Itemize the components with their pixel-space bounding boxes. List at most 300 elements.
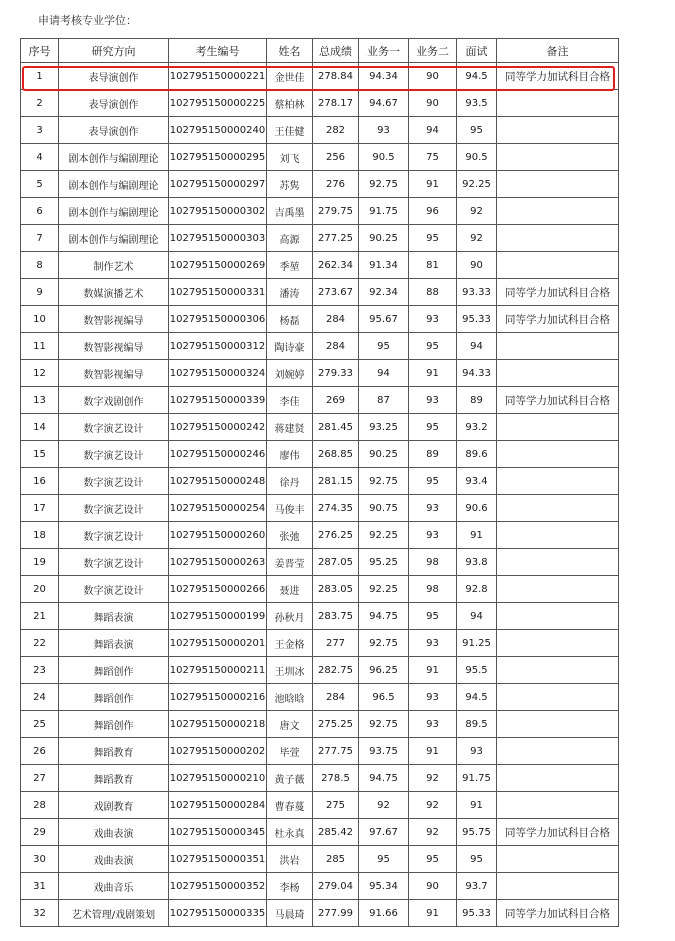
remarks-cell: 同等学力加试科目合格 bbox=[497, 279, 619, 306]
total-score-cell: 282 bbox=[313, 117, 359, 144]
total-score-cell: 276 bbox=[313, 171, 359, 198]
name-cell: 季堃 bbox=[267, 252, 313, 279]
subject-two-cell: 91 bbox=[409, 738, 457, 765]
interview-cell: 94.5 bbox=[457, 63, 497, 90]
direction-cell: 数字演艺设计 bbox=[59, 495, 169, 522]
seq-cell: 31 bbox=[21, 873, 59, 900]
subject-one-cell: 95 bbox=[359, 846, 409, 873]
table-row bbox=[21, 630, 619, 657]
remarks-cell bbox=[497, 360, 619, 387]
total-score-cell: 269 bbox=[313, 387, 359, 414]
remarks-cell bbox=[497, 873, 619, 900]
subject-two-cell: 93 bbox=[409, 711, 457, 738]
name-cell: 张弛 bbox=[267, 522, 313, 549]
remarks-cell bbox=[497, 792, 619, 819]
name-cell: 孙秋月 bbox=[267, 603, 313, 630]
direction-cell: 数字演艺设计 bbox=[59, 549, 169, 576]
exam-id-cell: 102795150000225 bbox=[169, 90, 267, 117]
subject-one-cell: 93.75 bbox=[359, 738, 409, 765]
name-cell: 杜永真 bbox=[267, 819, 313, 846]
remarks-cell bbox=[497, 333, 619, 360]
direction-cell: 舞蹈表演 bbox=[59, 603, 169, 630]
total-score-cell: 285.42 bbox=[313, 819, 359, 846]
subject-one-cell: 90.5 bbox=[359, 144, 409, 171]
seq-cell: 29 bbox=[21, 819, 59, 846]
subject-two-cell: 95 bbox=[409, 225, 457, 252]
subject-two-cell: 96 bbox=[409, 198, 457, 225]
remarks-cell bbox=[497, 117, 619, 144]
subject-two-cell: 90 bbox=[409, 63, 457, 90]
total-score-cell: 284 bbox=[313, 684, 359, 711]
remarks-cell: 同等学力加试科目合格 bbox=[497, 63, 619, 90]
total-score-cell: 275 bbox=[313, 792, 359, 819]
name-cell: 李佳 bbox=[267, 387, 313, 414]
remarks-cell bbox=[497, 252, 619, 279]
name-cell: 高源 bbox=[267, 225, 313, 252]
seq-cell: 8 bbox=[21, 252, 59, 279]
remarks-cell bbox=[497, 603, 619, 630]
subject-one-cell: 91.75 bbox=[359, 198, 409, 225]
subject-two-cell: 90 bbox=[409, 873, 457, 900]
seq-cell: 30 bbox=[21, 846, 59, 873]
name-cell: 黄子薇 bbox=[267, 765, 313, 792]
subject-two-cell: 95 bbox=[409, 468, 457, 495]
subject-one-cell: 94.67 bbox=[359, 90, 409, 117]
table-row bbox=[21, 279, 619, 306]
direction-cell: 表导演创作 bbox=[59, 117, 169, 144]
direction-cell: 数字演艺设计 bbox=[59, 522, 169, 549]
exam-id-cell: 102795150000312 bbox=[169, 333, 267, 360]
direction-cell: 剧本创作与编剧理论 bbox=[59, 144, 169, 171]
subject-two-cell: 92 bbox=[409, 792, 457, 819]
interview-cell: 92.8 bbox=[457, 576, 497, 603]
interview-cell: 95 bbox=[457, 846, 497, 873]
seq-cell: 22 bbox=[21, 630, 59, 657]
remarks-cell bbox=[497, 765, 619, 792]
table-row bbox=[21, 684, 619, 711]
remarks-cell bbox=[497, 144, 619, 171]
remarks-cell bbox=[497, 657, 619, 684]
exam-id-cell: 102795150000260 bbox=[169, 522, 267, 549]
total-score-cell: 283.05 bbox=[313, 576, 359, 603]
seq-cell: 14 bbox=[21, 414, 59, 441]
table-row bbox=[21, 387, 619, 414]
subject-one-cell: 92.75 bbox=[359, 171, 409, 198]
exam-id-cell: 102795150000254 bbox=[169, 495, 267, 522]
total-score-cell: 256 bbox=[313, 144, 359, 171]
total-score-cell: 277.99 bbox=[313, 900, 359, 927]
exam-id-cell: 102795150000306 bbox=[169, 306, 267, 333]
subject-two-cell: 93 bbox=[409, 684, 457, 711]
interview-cell: 92 bbox=[457, 198, 497, 225]
interview-cell: 95.33 bbox=[457, 900, 497, 927]
direction-cell: 数字演艺设计 bbox=[59, 414, 169, 441]
interview-cell: 94 bbox=[457, 603, 497, 630]
name-cell: 毕萱 bbox=[267, 738, 313, 765]
total-score-cell: 275.25 bbox=[313, 711, 359, 738]
name-cell: 王圳冰 bbox=[267, 657, 313, 684]
seq-cell: 11 bbox=[21, 333, 59, 360]
seq-cell: 4 bbox=[21, 144, 59, 171]
subject-two-cell: 93 bbox=[409, 387, 457, 414]
seq-cell: 3 bbox=[21, 117, 59, 144]
subject-two-cell: 95 bbox=[409, 414, 457, 441]
remarks-cell bbox=[497, 198, 619, 225]
subject-two-cell: 91 bbox=[409, 657, 457, 684]
table-row bbox=[21, 360, 619, 387]
name-cell: 唐文 bbox=[267, 711, 313, 738]
subject-one-cell: 92.25 bbox=[359, 522, 409, 549]
direction-cell: 数智影视编导 bbox=[59, 306, 169, 333]
subject-one-cell: 87 bbox=[359, 387, 409, 414]
seq-cell: 15 bbox=[21, 441, 59, 468]
exam-id-cell: 102795150000263 bbox=[169, 549, 267, 576]
column-header-total-score: 总成绩 bbox=[313, 39, 359, 63]
exam-id-cell: 102795150000352 bbox=[169, 873, 267, 900]
exam-id-cell: 102795150000269 bbox=[169, 252, 267, 279]
direction-cell: 数智影视编导 bbox=[59, 360, 169, 387]
name-cell: 聂进 bbox=[267, 576, 313, 603]
table-row bbox=[21, 117, 619, 144]
subject-two-cell: 93 bbox=[409, 306, 457, 333]
table-row bbox=[21, 765, 619, 792]
table-row bbox=[21, 522, 619, 549]
table-row bbox=[21, 333, 619, 360]
subject-two-cell: 89 bbox=[409, 441, 457, 468]
table-row bbox=[21, 495, 619, 522]
subject-two-cell: 91 bbox=[409, 900, 457, 927]
column-header-exam-id: 考生编号 bbox=[169, 39, 267, 63]
remarks-cell: 同等学力加试科目合格 bbox=[497, 819, 619, 846]
subject-one-cell: 93 bbox=[359, 117, 409, 144]
seq-cell: 32 bbox=[21, 900, 59, 927]
name-cell: 陶诗豪 bbox=[267, 333, 313, 360]
total-score-cell: 282.75 bbox=[313, 657, 359, 684]
exam-id-cell: 102795150000351 bbox=[169, 846, 267, 873]
seq-cell: 13 bbox=[21, 387, 59, 414]
seq-cell: 28 bbox=[21, 792, 59, 819]
name-cell: 洪岩 bbox=[267, 846, 313, 873]
seq-cell: 12 bbox=[21, 360, 59, 387]
table-row bbox=[21, 549, 619, 576]
direction-cell: 戏曲表演 bbox=[59, 819, 169, 846]
interview-cell: 91.25 bbox=[457, 630, 497, 657]
seq-cell: 17 bbox=[21, 495, 59, 522]
name-cell: 蔡柏林 bbox=[267, 90, 313, 117]
remarks-cell bbox=[497, 630, 619, 657]
exam-id-cell: 102795150000331 bbox=[169, 279, 267, 306]
remarks-cell bbox=[497, 738, 619, 765]
subject-one-cell: 94.75 bbox=[359, 765, 409, 792]
interview-cell: 89 bbox=[457, 387, 497, 414]
direction-cell: 剧本创作与编剧理论 bbox=[59, 198, 169, 225]
interview-cell: 95.33 bbox=[457, 306, 497, 333]
interview-cell: 93.5 bbox=[457, 90, 497, 117]
table-caption: 申请考核专业学位： bbox=[38, 14, 137, 27]
total-score-cell: 287.05 bbox=[313, 549, 359, 576]
subject-one-cell: 94 bbox=[359, 360, 409, 387]
interview-cell: 93.2 bbox=[457, 414, 497, 441]
subject-one-cell: 92.75 bbox=[359, 630, 409, 657]
direction-cell: 数智影视编导 bbox=[59, 333, 169, 360]
remarks-cell bbox=[497, 846, 619, 873]
subject-two-cell: 93 bbox=[409, 630, 457, 657]
subject-two-cell: 75 bbox=[409, 144, 457, 171]
exam-id-cell: 102795150000266 bbox=[169, 576, 267, 603]
subject-one-cell: 90.25 bbox=[359, 441, 409, 468]
seq-cell: 6 bbox=[21, 198, 59, 225]
total-score-cell: 279.33 bbox=[313, 360, 359, 387]
exam-id-cell: 102795150000345 bbox=[169, 819, 267, 846]
subject-two-cell: 90 bbox=[409, 90, 457, 117]
total-score-cell: 279.04 bbox=[313, 873, 359, 900]
exam-id-cell: 102795150000201 bbox=[169, 630, 267, 657]
table-row bbox=[21, 252, 619, 279]
remarks-cell bbox=[497, 495, 619, 522]
name-cell: 马晨琦 bbox=[267, 900, 313, 927]
seq-cell: 7 bbox=[21, 225, 59, 252]
name-cell: 廖伟 bbox=[267, 441, 313, 468]
total-score-cell: 284 bbox=[313, 306, 359, 333]
direction-cell: 表导演创作 bbox=[59, 63, 169, 90]
total-score-cell: 281.15 bbox=[313, 468, 359, 495]
seq-cell: 10 bbox=[21, 306, 59, 333]
exam-id-cell: 102795150000240 bbox=[169, 117, 267, 144]
table-body bbox=[21, 63, 619, 927]
subject-two-cell: 92 bbox=[409, 819, 457, 846]
name-cell: 徐丹 bbox=[267, 468, 313, 495]
direction-cell: 数字演艺设计 bbox=[59, 576, 169, 603]
seq-cell: 21 bbox=[21, 603, 59, 630]
interview-cell: 95.75 bbox=[457, 819, 497, 846]
subject-one-cell: 94.75 bbox=[359, 603, 409, 630]
subject-two-cell: 95 bbox=[409, 846, 457, 873]
total-score-cell: 277 bbox=[313, 630, 359, 657]
subject-one-cell: 92.34 bbox=[359, 279, 409, 306]
table-row bbox=[21, 468, 619, 495]
name-cell: 王金格 bbox=[267, 630, 313, 657]
exam-id-cell: 102795150000211 bbox=[169, 657, 267, 684]
seq-cell: 20 bbox=[21, 576, 59, 603]
table-row bbox=[21, 657, 619, 684]
total-score-cell: 262.34 bbox=[313, 252, 359, 279]
table-row bbox=[21, 414, 619, 441]
interview-cell: 89.6 bbox=[457, 441, 497, 468]
interview-cell: 93.4 bbox=[457, 468, 497, 495]
table-row bbox=[21, 846, 619, 873]
subject-one-cell: 92 bbox=[359, 792, 409, 819]
table-row bbox=[21, 225, 619, 252]
subject-two-cell: 88 bbox=[409, 279, 457, 306]
interview-cell: 90.6 bbox=[457, 495, 497, 522]
table-row bbox=[21, 171, 619, 198]
direction-cell: 数字戏剧创作 bbox=[59, 387, 169, 414]
interview-cell: 90.5 bbox=[457, 144, 497, 171]
direction-cell: 数字演艺设计 bbox=[59, 468, 169, 495]
subject-one-cell: 97.67 bbox=[359, 819, 409, 846]
exam-id-cell: 102795150000210 bbox=[169, 765, 267, 792]
table-row bbox=[21, 441, 619, 468]
table-row bbox=[21, 63, 619, 90]
total-score-cell: 283.75 bbox=[313, 603, 359, 630]
seq-cell: 27 bbox=[21, 765, 59, 792]
direction-cell: 戏曲音乐 bbox=[59, 873, 169, 900]
table-row bbox=[21, 198, 619, 225]
name-cell: 马俊丰 bbox=[267, 495, 313, 522]
direction-cell: 舞蹈创作 bbox=[59, 711, 169, 738]
interview-cell: 94.33 bbox=[457, 360, 497, 387]
table-row bbox=[21, 738, 619, 765]
subject-two-cell: 91 bbox=[409, 171, 457, 198]
direction-cell: 制作艺术 bbox=[59, 252, 169, 279]
total-score-cell: 276.25 bbox=[313, 522, 359, 549]
interview-cell: 93.8 bbox=[457, 549, 497, 576]
subject-one-cell: 90.25 bbox=[359, 225, 409, 252]
direction-cell: 舞蹈创作 bbox=[59, 657, 169, 684]
subject-two-cell: 91 bbox=[409, 360, 457, 387]
remarks-cell bbox=[497, 684, 619, 711]
name-cell: 曹春蔓 bbox=[267, 792, 313, 819]
subject-one-cell: 90.75 bbox=[359, 495, 409, 522]
table-row bbox=[21, 873, 619, 900]
exam-id-cell: 102795150000199 bbox=[169, 603, 267, 630]
name-cell: 李杨 bbox=[267, 873, 313, 900]
total-score-cell: 279.75 bbox=[313, 198, 359, 225]
exam-id-cell: 102795150000284 bbox=[169, 792, 267, 819]
exam-id-cell: 102795150000248 bbox=[169, 468, 267, 495]
total-score-cell: 274.35 bbox=[313, 495, 359, 522]
table-row bbox=[21, 711, 619, 738]
exam-id-cell: 102795150000303 bbox=[169, 225, 267, 252]
total-score-cell: 278.84 bbox=[313, 63, 359, 90]
subject-one-cell: 91.66 bbox=[359, 900, 409, 927]
seq-cell: 16 bbox=[21, 468, 59, 495]
table-row bbox=[21, 90, 619, 117]
subject-two-cell: 95 bbox=[409, 603, 457, 630]
seq-cell: 2 bbox=[21, 90, 59, 117]
subject-one-cell: 95.67 bbox=[359, 306, 409, 333]
name-cell: 姜晋莹 bbox=[267, 549, 313, 576]
subject-one-cell: 95.25 bbox=[359, 549, 409, 576]
table-row bbox=[21, 603, 619, 630]
seq-cell: 5 bbox=[21, 171, 59, 198]
remarks-cell: 同等学力加试科目合格 bbox=[497, 306, 619, 333]
subject-one-cell: 93.25 bbox=[359, 414, 409, 441]
subject-two-cell: 98 bbox=[409, 549, 457, 576]
subject-one-cell: 96.25 bbox=[359, 657, 409, 684]
exam-id-cell: 102795150000246 bbox=[169, 441, 267, 468]
total-score-cell: 273.67 bbox=[313, 279, 359, 306]
seq-cell: 9 bbox=[21, 279, 59, 306]
direction-cell: 舞蹈教育 bbox=[59, 765, 169, 792]
direction-cell: 舞蹈教育 bbox=[59, 738, 169, 765]
direction-cell: 艺术管理/戏剧策划 bbox=[59, 900, 169, 927]
subject-two-cell: 93 bbox=[409, 495, 457, 522]
interview-cell: 89.5 bbox=[457, 711, 497, 738]
name-cell: 王佳健 bbox=[267, 117, 313, 144]
total-score-cell: 284 bbox=[313, 333, 359, 360]
column-header-remarks: 备注 bbox=[497, 39, 619, 63]
subject-two-cell: 93 bbox=[409, 522, 457, 549]
exam-id-cell: 102795150000295 bbox=[169, 144, 267, 171]
interview-cell: 91 bbox=[457, 522, 497, 549]
subject-two-cell: 95 bbox=[409, 333, 457, 360]
interview-cell: 94.5 bbox=[457, 684, 497, 711]
table-row bbox=[21, 576, 619, 603]
interview-cell: 92 bbox=[457, 225, 497, 252]
table-row bbox=[21, 792, 619, 819]
total-score-cell: 277.25 bbox=[313, 225, 359, 252]
table-row bbox=[21, 900, 619, 927]
subject-one-cell: 95 bbox=[359, 333, 409, 360]
interview-cell: 93.7 bbox=[457, 873, 497, 900]
interview-cell: 95.5 bbox=[457, 657, 497, 684]
exam-id-cell: 102795150000302 bbox=[169, 198, 267, 225]
exam-id-cell: 102795150000216 bbox=[169, 684, 267, 711]
subject-one-cell: 92.75 bbox=[359, 468, 409, 495]
interview-cell: 93.33 bbox=[457, 279, 497, 306]
seq-cell: 1 bbox=[21, 63, 59, 90]
name-cell: 杨磊 bbox=[267, 306, 313, 333]
name-cell: 吉禹墨 bbox=[267, 198, 313, 225]
total-score-cell: 278.17 bbox=[313, 90, 359, 117]
seq-cell: 19 bbox=[21, 549, 59, 576]
name-cell: 金世佳 bbox=[267, 63, 313, 90]
column-header-interview: 面试 bbox=[457, 39, 497, 63]
name-cell: 刘婉婷 bbox=[267, 360, 313, 387]
subject-two-cell: 98 bbox=[409, 576, 457, 603]
seq-cell: 26 bbox=[21, 738, 59, 765]
subject-one-cell: 96.5 bbox=[359, 684, 409, 711]
exam-id-cell: 102795150000335 bbox=[169, 900, 267, 927]
remarks-cell: 同等学力加试科目合格 bbox=[497, 387, 619, 414]
remarks-cell bbox=[497, 441, 619, 468]
seq-cell: 23 bbox=[21, 657, 59, 684]
column-header-subject-two: 业务二 bbox=[409, 39, 457, 63]
column-header-seq: 序号 bbox=[21, 39, 59, 63]
name-cell: 潘涛 bbox=[267, 279, 313, 306]
total-score-cell: 277.75 bbox=[313, 738, 359, 765]
remarks-cell bbox=[497, 576, 619, 603]
interview-cell: 93 bbox=[457, 738, 497, 765]
exam-id-cell: 102795150000221 bbox=[169, 63, 267, 90]
subject-one-cell: 91.34 bbox=[359, 252, 409, 279]
remarks-cell bbox=[497, 522, 619, 549]
direction-cell: 戏剧教育 bbox=[59, 792, 169, 819]
name-cell: 池晗晗 bbox=[267, 684, 313, 711]
interview-cell: 91.75 bbox=[457, 765, 497, 792]
direction-cell: 剧本创作与编剧理论 bbox=[59, 171, 169, 198]
direction-cell: 戏曲表演 bbox=[59, 846, 169, 873]
direction-cell: 舞蹈创作 bbox=[59, 684, 169, 711]
remarks-cell bbox=[497, 468, 619, 495]
subject-two-cell: 81 bbox=[409, 252, 457, 279]
interview-cell: 92.25 bbox=[457, 171, 497, 198]
remarks-cell bbox=[497, 90, 619, 117]
column-header-name: 姓名 bbox=[267, 39, 313, 63]
interview-cell: 94 bbox=[457, 333, 497, 360]
subject-one-cell: 92.25 bbox=[359, 576, 409, 603]
name-cell: 刘飞 bbox=[267, 144, 313, 171]
name-cell: 蒋建贤 bbox=[267, 414, 313, 441]
subject-one-cell: 95.34 bbox=[359, 873, 409, 900]
exam-id-cell: 102795150000242 bbox=[169, 414, 267, 441]
score-table bbox=[20, 38, 619, 927]
exam-id-cell: 102795150000218 bbox=[169, 711, 267, 738]
exam-id-cell: 102795150000324 bbox=[169, 360, 267, 387]
table-row bbox=[21, 819, 619, 846]
total-score-cell: 285 bbox=[313, 846, 359, 873]
